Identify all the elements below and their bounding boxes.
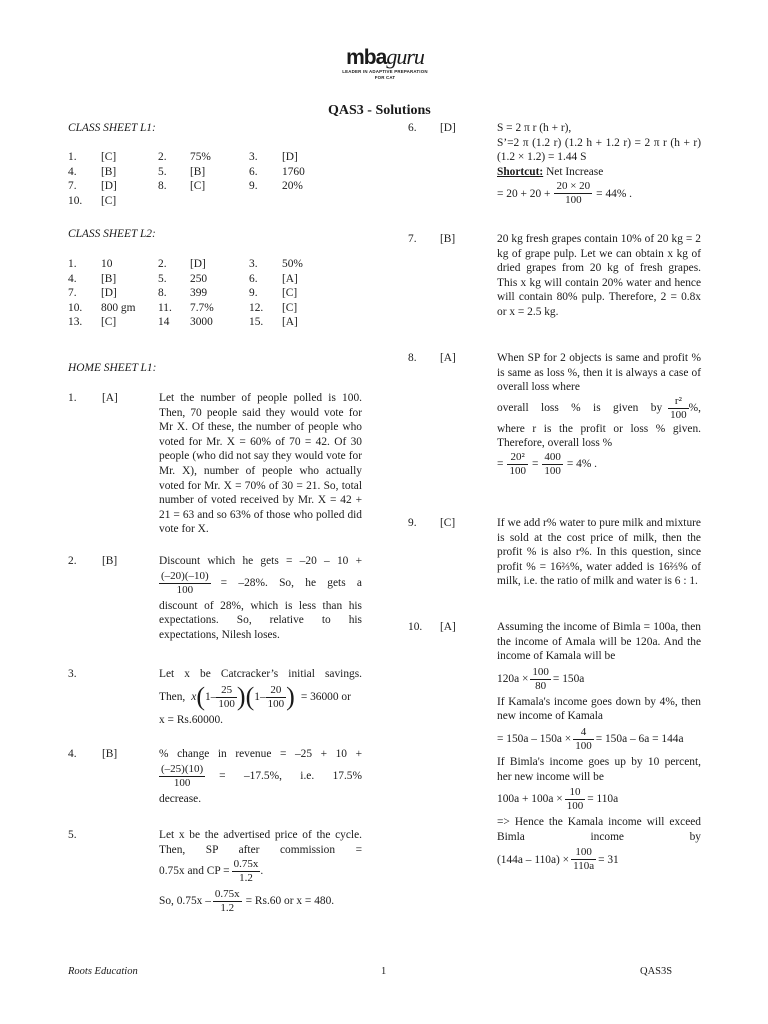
q10-fraction-4 bbox=[571, 846, 596, 873]
q10-calc4-pre: (144a – 110a) × bbox=[497, 853, 570, 866]
q8-f1-den: 100 bbox=[509, 464, 526, 477]
q3-frac2-num: 20 bbox=[266, 684, 287, 698]
q3-paren-close-2: ) bbox=[286, 682, 295, 712]
answer-row bbox=[68, 194, 332, 209]
q4-number: 4. bbox=[68, 748, 77, 760]
q6-line1: S = 2 π r (h + r), bbox=[497, 122, 572, 134]
q3-minus-1: – bbox=[210, 690, 217, 703]
question-number: 5. bbox=[158, 272, 167, 285]
question-number: 1. bbox=[68, 151, 77, 163]
answer-value: 50% bbox=[282, 258, 303, 270]
q3-line1: Let x be Catcracker’s initial savings. bbox=[159, 668, 362, 680]
q10-fraction-2 bbox=[573, 726, 594, 753]
q10-calc4-num: 100 bbox=[571, 846, 596, 860]
q6-calc-post: = 44% . bbox=[596, 187, 633, 200]
q5-frac1-den: 1.2 bbox=[239, 872, 253, 885]
q8-number: 8. bbox=[408, 352, 417, 364]
logo-text-right: guru bbox=[386, 44, 424, 69]
question-number: 5. bbox=[158, 165, 167, 178]
question-number: 2. bbox=[158, 151, 167, 163]
q8-f2-num: 400 bbox=[544, 450, 561, 463]
answer-value: [C] bbox=[282, 301, 298, 314]
q6-line2: S’=2 π (1.2 r) (1.2 h + 1.2 r) = 2 π r (h + r) (1.2 × 1.2) = 1.44 S bbox=[497, 136, 701, 164]
q3-result: x = Rs.60000. bbox=[159, 713, 224, 726]
q10-calc2-pre: = 150a – 150a × bbox=[497, 733, 572, 746]
q9-number: 9. bbox=[408, 517, 417, 529]
q5-solution bbox=[159, 828, 362, 915]
page-title: QAS3 - Solutions bbox=[328, 103, 431, 118]
answer-value: [B] bbox=[101, 165, 117, 178]
answer-value: 10 bbox=[101, 258, 113, 270]
answer-value: [D] bbox=[101, 287, 117, 300]
brand-logo bbox=[330, 46, 440, 80]
question-number: 7. bbox=[68, 180, 77, 193]
q4-solution bbox=[159, 747, 362, 806]
answer-row bbox=[68, 315, 332, 330]
q5-cp-post: . bbox=[260, 865, 264, 878]
q7-number: 7. bbox=[408, 233, 417, 245]
q10-answer: [A] bbox=[440, 621, 456, 633]
q3-paren-open-2: ( bbox=[245, 682, 255, 712]
question-number: 3. bbox=[249, 258, 258, 270]
q10-calc3-num: 10 bbox=[565, 786, 586, 800]
q10-number: 10. bbox=[408, 621, 423, 633]
q10-calc2-post: = 150a – 6a = 144a bbox=[595, 733, 684, 746]
answer-value: [C] bbox=[101, 316, 117, 329]
q4-fraction bbox=[159, 763, 205, 790]
q10-calc1-post: = 150a bbox=[552, 672, 585, 685]
q10-calc2-den: 100 bbox=[575, 739, 592, 752]
answer-value: 20% bbox=[282, 180, 303, 193]
q10-text1: Assuming the income of Bimla = 100a, then the income of Amala will be 120a. And the income of Kamala will be bbox=[497, 621, 701, 663]
question-number: 10. bbox=[68, 194, 83, 207]
q8-calc-post: = 4% . bbox=[566, 458, 598, 471]
q5-frac2-den: 1.2 bbox=[220, 902, 235, 915]
question-number: 8. bbox=[158, 180, 167, 193]
question-number: 7. bbox=[68, 287, 77, 300]
q10-calc2-num: 4 bbox=[573, 726, 594, 740]
q5-frac1-num: 0.75x bbox=[233, 858, 259, 871]
question-number: 3. bbox=[249, 151, 258, 163]
q2-answer: [B] bbox=[102, 555, 118, 567]
q3-number: 3. bbox=[68, 668, 77, 680]
q1-number: 1. bbox=[68, 392, 77, 404]
question-number: 13. bbox=[68, 316, 83, 329]
q3-fraction-1 bbox=[216, 684, 237, 711]
q3-fraction-2 bbox=[266, 684, 287, 711]
q10-fraction-3 bbox=[565, 786, 586, 813]
q8-solution bbox=[497, 351, 701, 478]
q8-calc-pre: = bbox=[497, 458, 504, 471]
answer-value: [A] bbox=[282, 272, 298, 285]
q3-frac1-den: 100 bbox=[218, 697, 235, 710]
q8-fraction-1 bbox=[507, 451, 528, 478]
q10-calc1-den: 80 bbox=[535, 679, 547, 692]
q3-after: = 36000 or bbox=[300, 690, 351, 703]
answer-value: 399 bbox=[190, 287, 208, 300]
q10-fraction-1 bbox=[530, 666, 551, 693]
q5-result-post: = Rs.60 or x = 480. bbox=[245, 895, 335, 908]
answer-row bbox=[68, 301, 332, 316]
q10-calc3 bbox=[497, 786, 701, 813]
q8-f1-num: 20² bbox=[507, 451, 528, 465]
q3-minus-2: – bbox=[259, 690, 266, 703]
answer-value: 800 gm bbox=[101, 301, 136, 314]
logo-tagline-2: FOR CAT bbox=[374, 74, 396, 80]
logo-wordmark bbox=[330, 46, 440, 69]
q6-number: 6. bbox=[408, 122, 417, 134]
q4-after-fraction: = –17.5%, i.e. 17.5% bbox=[219, 769, 362, 782]
q10-calc3-den: 100 bbox=[566, 800, 584, 813]
q5-cp-pre: 0.75x and CP = bbox=[159, 865, 230, 878]
q6-fraction-num: 20 × 20 bbox=[556, 180, 591, 193]
q10-calc1 bbox=[497, 666, 701, 693]
q3-then: Then, bbox=[159, 690, 186, 703]
answer-value: 250 bbox=[190, 272, 208, 285]
q4-rest: decrease. bbox=[159, 792, 202, 805]
q10-calc4-den: 110a bbox=[573, 860, 595, 873]
answer-value: 1760 bbox=[282, 165, 305, 178]
q3-paren-open-1: ( bbox=[196, 682, 205, 712]
q2-after-fraction: = –28%. So, he gets a bbox=[220, 576, 362, 589]
q6-calc bbox=[497, 180, 701, 207]
q4-line1: % change in revenue = –25 + 10 + bbox=[159, 748, 362, 760]
q10-solution bbox=[497, 620, 701, 873]
answer-row bbox=[68, 150, 332, 165]
q1-solution: Let the number of people polled is 100. Then, 70 people said they would vote for Mr X. Of these, the number of people who voted for Mr. X = 60% of 70 = 42. Of 30 people (who did not say they would vote for Mr. X), number of people who actually voted for Mr. X = 70% of 30 = 21. So, total number of voted received by Mr. X = 42 + 21 = 63 and so 63% of those who polled did vote for X. bbox=[159, 392, 362, 536]
q2-fraction-num: (–20)(–10) bbox=[161, 569, 209, 582]
q9-answer: [C] bbox=[440, 517, 456, 529]
q8-eq: = bbox=[531, 458, 539, 471]
answer-value: [B] bbox=[190, 165, 206, 178]
q7-answer: [B] bbox=[440, 233, 456, 245]
question-number: 14 bbox=[158, 316, 170, 329]
q8-f2-den: 100 bbox=[544, 464, 561, 477]
q4-fraction-line bbox=[159, 763, 362, 790]
q8-fraction bbox=[668, 395, 689, 422]
q8-text3: where r is the profit or loss % given. Therefore, overall loss % bbox=[497, 422, 701, 450]
q10-calc4-post: = 31 bbox=[598, 853, 619, 866]
class-sheet-l1-heading: CLASS SHEET L1: bbox=[68, 122, 156, 134]
answer-value: [D] bbox=[101, 180, 117, 193]
answer-value: [D] bbox=[282, 151, 298, 163]
q5-number: 5. bbox=[68, 829, 77, 841]
q10-text4: => Hence the Kamala income will exceed Bimla income by bbox=[497, 816, 701, 843]
answer-value bbox=[282, 194, 332, 209]
answer-value: 75% bbox=[190, 151, 211, 163]
question-number: 6. bbox=[249, 272, 258, 285]
answer-value: [C] bbox=[282, 287, 298, 300]
q10-calc2 bbox=[497, 726, 701, 753]
q3-var-x: x bbox=[191, 690, 197, 703]
q3-frac1-num: 25 bbox=[216, 684, 237, 698]
q6-shortcut bbox=[497, 165, 701, 180]
q10-calc4 bbox=[497, 846, 701, 873]
footer-left: Roots Education bbox=[68, 966, 138, 977]
answer-value: [C] bbox=[101, 194, 117, 207]
q2-rest: discount of 28%, which is less than his expectations. So, relative to his expectations, Nilesh loses. bbox=[159, 599, 362, 641]
q1-answer: [A] bbox=[102, 392, 118, 404]
q3-solution bbox=[159, 667, 362, 727]
q8-formula-line bbox=[497, 395, 701, 422]
class-sheet-l2-table bbox=[68, 257, 332, 330]
home-sheet-l1-heading: HOME SHEET L1: bbox=[68, 362, 157, 374]
q8-text1: When SP for 2 objects is same and profit % is same as loss %, then it is always a case of overall loss where bbox=[497, 352, 701, 394]
q4-fraction-num: (–25)(10) bbox=[161, 762, 204, 775]
q6-calc-pre: = 20 + 20 + bbox=[497, 187, 551, 200]
q8-calc bbox=[497, 451, 701, 478]
q4-answer: [B] bbox=[102, 748, 118, 760]
q8-fraction-2 bbox=[542, 451, 563, 478]
q2-fraction bbox=[159, 570, 211, 597]
footer-right: QAS3S bbox=[640, 966, 673, 977]
answer-value: [D] bbox=[190, 258, 206, 270]
answer-value: [A] bbox=[282, 316, 298, 329]
class-sheet-l1-table bbox=[68, 150, 332, 208]
answer-row bbox=[68, 257, 332, 272]
question-number bbox=[158, 194, 190, 209]
q4-fraction-den: 100 bbox=[173, 776, 191, 789]
question-number: 11. bbox=[158, 301, 172, 314]
q8-formula-pre: overall loss % is given by bbox=[497, 401, 663, 414]
question-number: 2. bbox=[158, 258, 167, 270]
question-number: 4. bbox=[68, 272, 77, 285]
q3-frac2-den: 100 bbox=[267, 697, 285, 710]
answer-row bbox=[68, 272, 332, 287]
q10-calc1-pre: 120a × bbox=[497, 672, 529, 685]
q2-line1: Discount which he gets = –20 – 10 + bbox=[159, 555, 362, 567]
q5-result-pre: So, 0.75x – bbox=[159, 895, 211, 908]
answer-value: [B] bbox=[101, 272, 117, 285]
question-number: 10. bbox=[68, 301, 83, 314]
q10-text3: If Bimla's income goes up by 10 percent, her new income will be bbox=[497, 755, 701, 783]
question-number: 6. bbox=[249, 165, 258, 178]
q6-shortcut-text: Net Increase bbox=[546, 165, 604, 178]
answer-value: 3000 bbox=[190, 316, 213, 329]
question-number: 8. bbox=[158, 287, 167, 300]
q8-answer: [A] bbox=[440, 352, 456, 364]
question-number: 4. bbox=[68, 165, 77, 178]
question-number: 9. bbox=[249, 287, 258, 300]
answer-value: [C] bbox=[101, 151, 117, 163]
q10-calc3-pre: 100a + 100a × bbox=[497, 793, 563, 806]
q5-frac2-num: 0.75x bbox=[214, 888, 240, 901]
answer-row bbox=[68, 286, 332, 301]
q3-paren-close-1: ) bbox=[236, 682, 246, 712]
q8-fraction-den: 100 bbox=[670, 408, 687, 421]
q2-number: 2. bbox=[68, 555, 77, 567]
q5-fraction-2 bbox=[213, 888, 242, 915]
q6-solution bbox=[497, 121, 701, 207]
logo-tagline-1: LEADER IN ADAPTIVE PREPARATION bbox=[342, 69, 428, 74]
q3-equation bbox=[159, 684, 362, 711]
q3-one-1: 1 bbox=[205, 690, 211, 703]
q3-one-2: 1 bbox=[254, 690, 260, 703]
q5-cp-line bbox=[159, 858, 362, 885]
q6-fraction bbox=[554, 180, 592, 207]
q2-solution bbox=[159, 554, 362, 642]
q5-line1: Let x be the advertised price of the cycle. Then, SP after commission = bbox=[159, 829, 362, 856]
answer-value bbox=[190, 194, 249, 209]
logo-text-left: mba bbox=[346, 46, 387, 69]
q6-fraction-den: 100 bbox=[565, 194, 582, 207]
q10-calc3-post: = 110a bbox=[587, 793, 619, 806]
q2-fraction-line bbox=[159, 570, 362, 597]
q10-text2: If Kamala's income goes down by 4%, then new income of Kamala bbox=[497, 695, 701, 723]
answer-row bbox=[68, 179, 332, 194]
q10-calc1-num: 100 bbox=[532, 665, 549, 678]
q7-solution: 20 kg fresh grapes contain 10% of 20 kg = 2 kg of grape pulp. Let we can obtain x kg of dried grapes from 20 kg of fresh grapes. This x kg will contain 20% water and hence will contain 80% pulp. Therefore, 2 = 0.8x or x = 2.5 kg. bbox=[497, 233, 701, 318]
question-number: 12. bbox=[249, 301, 264, 314]
q5-fraction-1 bbox=[232, 858, 264, 885]
q8-formula-post: %, bbox=[688, 401, 701, 414]
q5-result-line bbox=[159, 888, 362, 915]
answer-value: [C] bbox=[190, 180, 206, 193]
question-number: 9. bbox=[249, 180, 258, 193]
question-number: 1. bbox=[68, 258, 77, 270]
q9-solution: If we add r% water to pure milk and mixture is sold at the cost price of milk, then the profit % is also r%. In this question, since profit % = 16⅔%, water added is 16⅔% of milk, i.e. the ratio of milk and water is 6 : 1. bbox=[497, 517, 701, 588]
q8-fraction-num: r² bbox=[668, 395, 689, 409]
class-sheet-l2-heading: CLASS SHEET L2: bbox=[68, 228, 156, 240]
question-number: 15. bbox=[249, 316, 264, 329]
q2-fraction-den: 100 bbox=[176, 583, 194, 596]
answer-row bbox=[68, 165, 332, 180]
question-number bbox=[249, 194, 282, 209]
q6-shortcut-label: Shortcut: bbox=[497, 165, 544, 178]
answer-value: 7.7% bbox=[190, 301, 214, 314]
footer-page-number: 1 bbox=[381, 966, 387, 977]
q6-answer: [D] bbox=[440, 122, 456, 134]
